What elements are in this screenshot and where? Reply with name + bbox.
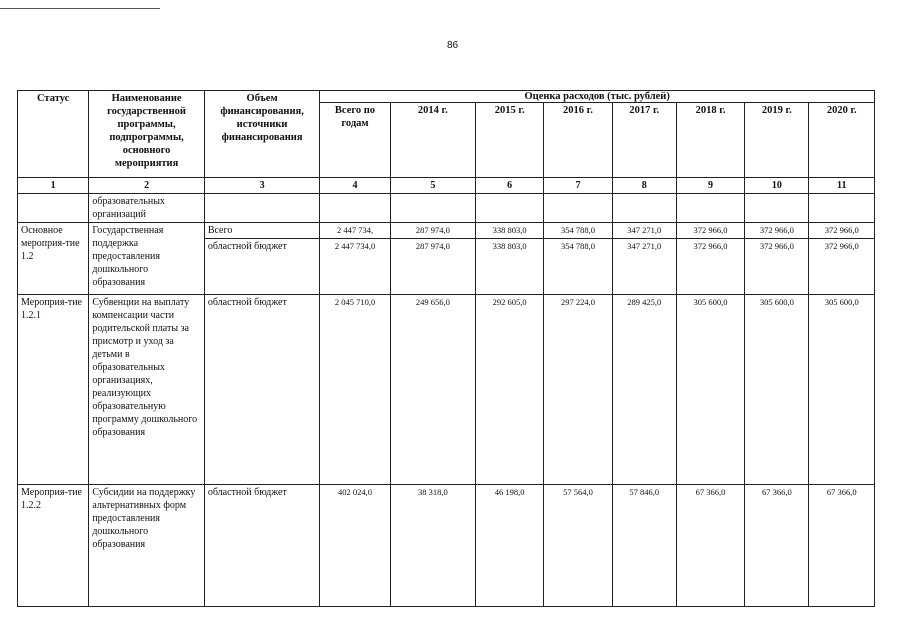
- row-name: Субвенции на выплату компенсации части родительской платы за присмотр и уход за детьми в образовательных организациях, реализующих образовательную программу дошкольного образования: [89, 295, 205, 485]
- value-2019: 67 366,0: [745, 485, 809, 607]
- header-year-2017: 2017 г.: [612, 103, 676, 178]
- header-year-2019: 2019 г.: [745, 103, 809, 178]
- value-2014: 38 318,0: [390, 485, 475, 607]
- row-source: областной бюджет: [204, 485, 320, 607]
- value-2016: 354 788,0: [544, 239, 612, 295]
- row-status: Основное мероприя-тие 1.2: [18, 223, 89, 295]
- page-number: 86: [446, 40, 459, 51]
- header-year-2020: 2020 г.: [809, 103, 875, 178]
- expenses-table: [17, 90, 875, 607]
- value-2019: 305 600,0: [745, 295, 809, 485]
- value-2018: 67 366,0: [676, 485, 744, 607]
- header-name: Наименование государственной программы, подпрограммы, основного мероприятия: [89, 91, 205, 178]
- column-numbers-row: [18, 178, 875, 194]
- table-row: [18, 485, 875, 607]
- column-number: 7: [544, 178, 612, 194]
- value-2020: 67 366,0: [809, 485, 875, 607]
- top-left-rule: [0, 8, 160, 9]
- header-expenses: Оценка расходов (тыс. рублей): [320, 91, 875, 103]
- value-2018: 372 966,0: [676, 223, 744, 239]
- row-source: Всего: [204, 223, 320, 239]
- table-row: [18, 223, 875, 239]
- header-financing: Объем финансирования, источники финансирования: [204, 91, 320, 178]
- value-total: 402 024,0: [320, 485, 390, 607]
- value-2018: 372 966,0: [676, 239, 744, 295]
- column-number: 4: [320, 178, 390, 194]
- row-status: [18, 194, 89, 223]
- header-total: Всего по годам: [320, 103, 390, 178]
- value-2016: 297 224,0: [544, 295, 612, 485]
- value-2014: 287 974,0: [390, 223, 475, 239]
- row-name: Государственная поддержка предоставления дошкольного образования: [89, 223, 205, 295]
- header-year-2016: 2016 г.: [544, 103, 612, 178]
- header-year-2015: 2015 г.: [476, 103, 544, 178]
- value-total: 2 045 710,0: [320, 295, 390, 485]
- value-2017: 289 425,0: [612, 295, 676, 485]
- row-status: Мероприя-тие 1.2.2: [18, 485, 89, 607]
- column-number: 6: [476, 178, 544, 194]
- header-year-2018: 2018 г.: [676, 103, 744, 178]
- value-total: 2 447 734,0: [320, 239, 390, 295]
- value-2015: 338 803,0: [476, 239, 544, 295]
- column-number: 10: [745, 178, 809, 194]
- column-number: 5: [390, 178, 475, 194]
- table-row: [18, 295, 875, 485]
- column-number: 3: [204, 178, 320, 194]
- value-2015: 292 605,0: [476, 295, 544, 485]
- column-number: 1: [18, 178, 89, 194]
- value-2017: 347 271,0: [612, 239, 676, 295]
- value-2016: 354 788,0: [544, 223, 612, 239]
- value-2017: 57 846,0: [612, 485, 676, 607]
- column-number: 11: [809, 178, 875, 194]
- table-row: [18, 194, 875, 223]
- header-year-2014: 2014 г.: [390, 103, 475, 178]
- value-2015: 46 198,0: [476, 485, 544, 607]
- value-2014: 287 974,0: [390, 239, 475, 295]
- row-name: Субсидии на поддержку альтернативных форм предоставления дошкольного образования: [89, 485, 205, 607]
- value-2020: 372 966,0: [809, 239, 875, 295]
- value-2019: 372 966,0: [745, 239, 809, 295]
- column-number: 9: [676, 178, 744, 194]
- header-row-1: [18, 91, 875, 103]
- value-2016: 57 564,0: [544, 485, 612, 607]
- value-2020: 372 966,0: [809, 223, 875, 239]
- value-total: 2 447 734,: [320, 223, 390, 239]
- value-2014: 249 656,0: [390, 295, 475, 485]
- row-status: Мероприя-тие 1.2.1: [18, 295, 89, 485]
- column-number: 2: [89, 178, 205, 194]
- value-2020: 305 600,0: [809, 295, 875, 485]
- row-source: областной бюджет: [204, 295, 320, 485]
- value-2015: 338 803,0: [476, 223, 544, 239]
- value-2019: 372 966,0: [745, 223, 809, 239]
- row-name: образовательных организаций: [89, 194, 205, 223]
- value-2018: 305 600,0: [676, 295, 744, 485]
- header-status: Статус: [18, 91, 89, 178]
- row-source: областной бюджет: [204, 239, 320, 295]
- column-number: 8: [612, 178, 676, 194]
- value-2017: 347 271,0: [612, 223, 676, 239]
